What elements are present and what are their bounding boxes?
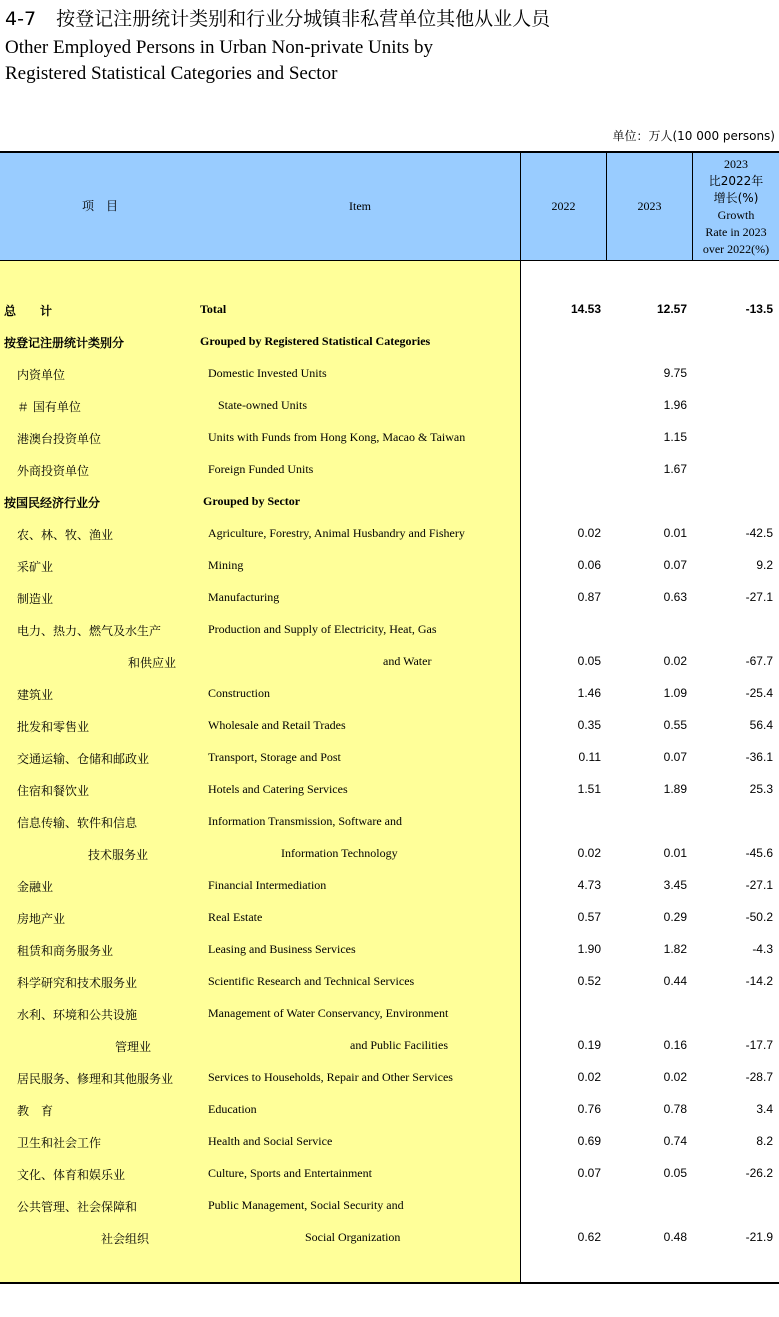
- table-row: [0, 1029, 779, 1061]
- value-2023: 12.57: [656, 302, 687, 316]
- row-label-en: Grouped by Registered Statistical Categories: [200, 334, 431, 348]
- row-label-en: Education: [208, 1102, 257, 1116]
- row-label-en: Health and Social Service: [208, 1134, 333, 1148]
- value-2023: 0.02: [663, 1070, 687, 1084]
- growth-line: 2023: [724, 156, 748, 171]
- row-label-en: Leasing and Business Services: [208, 942, 356, 956]
- row-label-en: Hotels and Catering Services: [208, 782, 348, 796]
- value-2023: 0.02: [663, 654, 687, 668]
- table-row: [0, 357, 779, 389]
- table-row: [0, 517, 779, 549]
- row-label-cn: 按登记注册统计类别分: [4, 336, 125, 350]
- value-2022: 14.53: [570, 302, 601, 316]
- row-label-cn: 居民服务、修理和其他服务业: [17, 1072, 174, 1086]
- value-2023: 0.05: [663, 1166, 687, 1180]
- value-2022: 0.06: [577, 558, 601, 572]
- value-2022: 1.90: [577, 942, 601, 956]
- row-label-cn: 房地产业: [17, 912, 66, 926]
- value-2023: 0.63: [663, 590, 687, 604]
- value-2023: 0.48: [663, 1230, 687, 1244]
- row-label-en: and Water: [383, 654, 432, 668]
- value-2023: 1.82: [663, 942, 687, 956]
- row-label-cn: 交通运输、仓储和邮政业: [17, 752, 150, 766]
- row-label-en: Information Technology: [281, 846, 398, 860]
- row-label-en: Culture, Sports and Entertainment: [208, 1166, 372, 1180]
- table-row: [0, 325, 779, 357]
- header-item-en: Item: [349, 199, 371, 213]
- row-label-en: Management of Water Conservancy, Environment: [208, 1006, 449, 1020]
- row-label-cn: 总 计: [4, 304, 53, 318]
- row-label-cn: ＃ 国有单位: [17, 400, 81, 414]
- row-label-cn: 金融业: [17, 880, 54, 894]
- value-2022: 0.02: [577, 526, 601, 540]
- value-2022: 4.73: [577, 878, 601, 892]
- value-2023: 0.01: [663, 526, 687, 540]
- row-label-en: and Public Facilities: [350, 1038, 448, 1052]
- value-2022: 1.51: [577, 782, 601, 796]
- row-label-en: Foreign Funded Units: [208, 462, 314, 476]
- table-row: [0, 421, 779, 453]
- row-label-cn: 住宿和餐饮业: [17, 784, 90, 798]
- value-2023: 0.44: [663, 974, 687, 988]
- table-row: [0, 805, 779, 837]
- value-2022: 0.69: [577, 1134, 601, 1148]
- value-2022: 0.87: [577, 590, 601, 604]
- table-row: [0, 869, 779, 901]
- unit-label: 单位：万人(10 000 persons): [612, 129, 775, 143]
- value-growth: -45.6: [745, 846, 773, 860]
- row-label-en: Scientific Research and Technical Services: [208, 974, 415, 988]
- value-2023: 0.16: [663, 1038, 687, 1052]
- row-label-en: Information Transmission, Software and: [208, 814, 402, 828]
- table-row: [0, 933, 779, 965]
- table-row: [0, 1093, 779, 1125]
- table-row: [0, 613, 779, 645]
- value-2022: 0.62: [577, 1230, 601, 1244]
- table-row: [0, 1157, 779, 1189]
- value-2022: 0.07: [577, 1166, 601, 1180]
- value-growth: -26.2: [745, 1166, 773, 1180]
- value-growth: 56.4: [749, 718, 773, 732]
- table-title-en-line2: Registered Statistical Categories and Sector: [5, 63, 338, 84]
- table-bottom-rule: [0, 1282, 779, 1284]
- growth-line: 增长(%): [713, 190, 759, 205]
- value-2023: 0.29: [663, 910, 687, 924]
- row-label-cn: 港澳台投资单位: [17, 432, 102, 446]
- row-label-en: Total: [200, 302, 227, 316]
- row-label-cn: 外商投资单位: [17, 464, 90, 478]
- value-2023: 0.55: [663, 718, 687, 732]
- table-row: [0, 1221, 779, 1253]
- table-row: [0, 581, 779, 613]
- header-item-cn: 项 目: [81, 199, 118, 213]
- row-label-cn: 电力、热力、燃气及水生产: [17, 624, 162, 638]
- value-2022: 0.35: [577, 718, 601, 732]
- value-growth: 25.3: [749, 782, 773, 796]
- value-2023: 1.89: [663, 782, 687, 796]
- value-2023: 0.74: [663, 1134, 687, 1148]
- value-growth: 8.2: [756, 1134, 773, 1148]
- row-label-cn: 和供应业: [128, 656, 177, 670]
- row-label-cn: 技术服务业: [88, 848, 149, 862]
- row-label-en: Domestic Invested Units: [208, 366, 327, 380]
- value-2022: 0.02: [577, 846, 601, 860]
- table-row: [0, 773, 779, 805]
- value-2022: 0.05: [577, 654, 601, 668]
- table-row: [0, 709, 779, 741]
- value-2023: 1.15: [663, 430, 687, 444]
- row-label-cn: 建筑业: [17, 688, 54, 702]
- row-label-cn: 内资单位: [17, 368, 66, 382]
- table-row: [0, 549, 779, 581]
- table-row: [0, 389, 779, 421]
- row-label-en: Wholesale and Retail Trades: [208, 718, 346, 732]
- value-2022: 0.19: [577, 1038, 601, 1052]
- header-growth: [693, 153, 779, 260]
- growth-line: Growth: [717, 207, 755, 222]
- row-label-en: Mining: [208, 558, 244, 572]
- value-growth: -14.2: [745, 974, 773, 988]
- value-growth: -17.7: [745, 1038, 773, 1052]
- value-2023: 9.75: [663, 366, 687, 380]
- row-label-cn: 社会组织: [101, 1232, 150, 1246]
- value-2023: 1.09: [663, 686, 687, 700]
- row-label-en: Manufacturing: [208, 590, 280, 604]
- header-2023: 2023: [637, 199, 662, 213]
- row-label-cn: 批发和零售业: [17, 720, 90, 734]
- value-growth: -21.9: [745, 1230, 773, 1244]
- row-label-cn: 租赁和商务服务业: [17, 944, 114, 958]
- row-label-en: Grouped by Sector: [203, 494, 301, 508]
- value-2022: 0.02: [577, 1070, 601, 1084]
- row-label-cn: 文化、体育和娱乐业: [17, 1168, 126, 1182]
- row-label-cn: 公共管理、社会保障和: [17, 1200, 138, 1214]
- value-growth: -27.1: [745, 590, 773, 604]
- row-label-en: Public Management, Social Security and: [208, 1198, 404, 1212]
- value-growth: 9.2: [756, 558, 773, 572]
- value-2023: 0.07: [663, 558, 687, 572]
- row-label-en: Financial Intermediation: [208, 878, 327, 892]
- row-label-cn: 按国民经济行业分: [4, 496, 101, 510]
- value-growth: -42.5: [745, 526, 773, 540]
- row-label-cn: 卫生和社会工作: [17, 1136, 102, 1150]
- value-2022: 0.76: [577, 1102, 601, 1116]
- table-row: [0, 485, 779, 517]
- row-label-en: Social Organization: [305, 1230, 401, 1244]
- value-growth: -36.1: [745, 750, 773, 764]
- table-row: [0, 293, 779, 325]
- table-row: [0, 997, 779, 1029]
- table-row: [0, 677, 779, 709]
- value-growth: -27.1: [745, 878, 773, 892]
- header-2022: 2022: [551, 199, 576, 213]
- row-label-cn: 信息传输、软件和信息: [17, 816, 138, 830]
- value-2023: 0.07: [663, 750, 687, 764]
- table-row: [0, 645, 779, 677]
- row-label-en: Services to Households, Repair and Other Services: [208, 1070, 453, 1084]
- value-growth: -28.7: [745, 1070, 773, 1084]
- value-growth: -13.5: [745, 302, 773, 316]
- value-2022: 0.11: [578, 750, 601, 764]
- row-label-cn: 水利、环境和公共设施: [17, 1008, 138, 1022]
- table-header: [0, 151, 779, 261]
- growth-line: Rate in 2023: [705, 224, 767, 239]
- value-growth: -25.4: [745, 686, 773, 700]
- table-row: [0, 1189, 779, 1221]
- row-label-en: Units with Funds from Hong Kong, Macao & Taiwan: [208, 430, 466, 444]
- value-growth: -50.2: [745, 910, 773, 924]
- row-label-cn: 制造业: [17, 592, 54, 606]
- row-label-en: Transport, Storage and Post: [208, 750, 341, 764]
- value-growth: -67.7: [745, 654, 773, 668]
- table-title-en-line1: Other Employed Persons in Urban Non-private Units by: [5, 37, 433, 58]
- table-row: [0, 453, 779, 485]
- row-label-cn: 采矿业: [17, 560, 54, 574]
- value-growth: 3.4: [756, 1102, 773, 1116]
- row-label-en: Construction: [208, 686, 270, 700]
- value-2023: 0.01: [663, 846, 687, 860]
- row-label-en: Real Estate: [208, 910, 263, 924]
- table-title-cn-text: 按登记注册统计类别和行业分城镇非私营单位其他从业人员: [56, 8, 551, 30]
- row-label-en: Agriculture, Forestry, Animal Husbandry and Fishery: [208, 526, 465, 540]
- row-label-cn: 科学研究和技术服务业: [17, 976, 138, 990]
- table-row: [0, 965, 779, 997]
- table-row: [0, 901, 779, 933]
- value-2023: 1.67: [663, 462, 687, 476]
- value-2023: 0.78: [663, 1102, 687, 1116]
- row-label-cn: 管理业: [115, 1040, 152, 1054]
- value-2022: 1.46: [577, 686, 601, 700]
- table-row: [0, 837, 779, 869]
- table-title-cn: [5, 4, 550, 31]
- growth-line: 比2022年: [708, 173, 764, 188]
- growth-line: over 2022(%): [702, 241, 770, 256]
- value-growth: -4.3: [752, 942, 773, 956]
- value-2022: 0.52: [577, 974, 601, 988]
- row-label-cn: 教 育: [17, 1104, 54, 1118]
- value-2023: 3.45: [663, 878, 687, 892]
- row-label-en: Production and Supply of Electricity, Heat, Gas: [208, 622, 437, 636]
- value-2022: 0.57: [577, 910, 601, 924]
- table-row: [0, 1061, 779, 1093]
- row-label-cn: 农、林、牧、渔业: [17, 528, 114, 542]
- row-label-en: State-owned Units: [218, 398, 307, 412]
- table-row: [0, 741, 779, 773]
- table-row: [0, 1125, 779, 1157]
- value-2023: 1.96: [663, 398, 687, 412]
- table-number: 4-7: [5, 8, 37, 30]
